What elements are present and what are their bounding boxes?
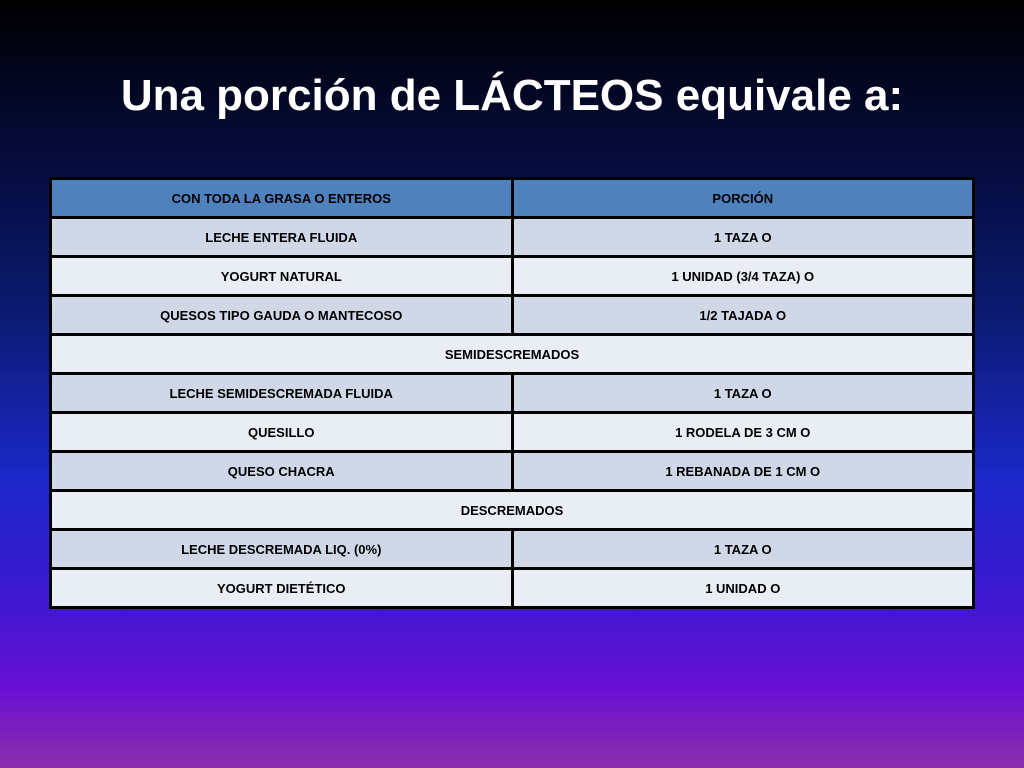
section-row	[51, 335, 974, 374]
food-cell: LECHE ENTERA FLUIDA	[51, 218, 513, 257]
dairy-portion-table-container	[49, 177, 975, 609]
table-row	[51, 452, 974, 491]
food-cell: YOGURT NATURAL	[51, 257, 513, 296]
table-body	[51, 218, 974, 608]
portion-cell: 1 UNIDAD O	[512, 569, 974, 608]
portion-cell: 1 UNIDAD (3/4 TAZA) O	[512, 257, 974, 296]
slide-title: Una porción de LÁCTEOS equivale a:	[120, 71, 904, 120]
dairy-portion-table	[49, 177, 975, 609]
food-cell: QUESOS TIPO GAUDA O MANTECOSO	[51, 296, 513, 335]
section-label: DESCREMADOS	[51, 491, 974, 530]
portion-cell: 1 REBANADA DE 1 CM O	[512, 452, 974, 491]
food-cell: LECHE SEMIDESCREMADA FLUIDA	[51, 374, 513, 413]
table-row	[51, 296, 974, 335]
header-food-category: CON TODA LA GRASA O ENTEROS	[51, 179, 513, 218]
food-cell: LECHE DESCREMADA LIQ. (0%)	[51, 530, 513, 569]
food-cell: QUESO CHACRA	[51, 452, 513, 491]
portion-cell: 1 RODELA DE 3 CM O	[512, 413, 974, 452]
table-row	[51, 413, 974, 452]
header-portion: PORCIÓN	[512, 179, 974, 218]
food-cell: YOGURT DIETÉTICO	[51, 569, 513, 608]
portion-cell: 1/2 TAJADA O	[512, 296, 974, 335]
table-row	[51, 569, 974, 608]
portion-cell: 1 TAZA O	[512, 530, 974, 569]
food-cell: QUESILLO	[51, 413, 513, 452]
section-row	[51, 491, 974, 530]
section-label: SEMIDESCREMADOS	[51, 335, 974, 374]
table-row	[51, 257, 974, 296]
portion-cell: 1 TAZA O	[512, 218, 974, 257]
portion-cell: 1 TAZA O	[512, 374, 974, 413]
table-row	[51, 218, 974, 257]
table-row	[51, 374, 974, 413]
table-header-row	[51, 179, 974, 218]
table-row	[51, 530, 974, 569]
